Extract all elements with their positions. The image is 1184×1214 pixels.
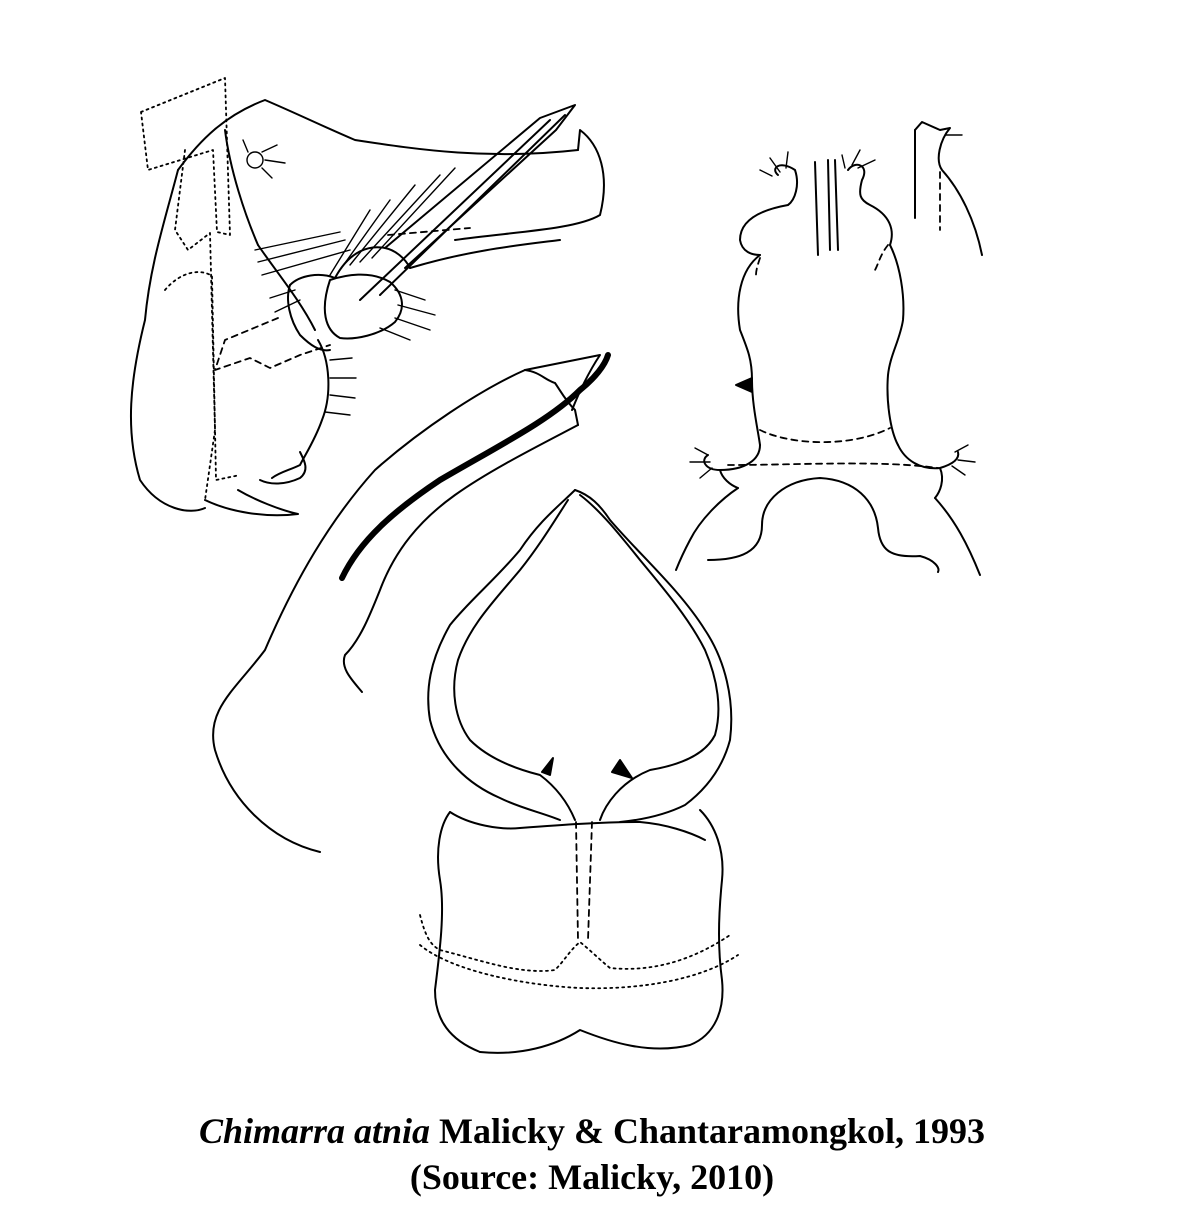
ventral-view [420, 490, 738, 1053]
figure-caption [0, 1108, 1184, 1200]
dorsal-view [676, 122, 982, 575]
caption-source-line: (Source: Malicky, 2010) [409, 1157, 775, 1197]
phallus-view [213, 355, 608, 852]
species-authority: Malicky & Chantaramongkol, 1993 [430, 1111, 986, 1151]
species-name: Chimarra atnia [198, 1111, 431, 1151]
caption-title-line [0, 1108, 1184, 1154]
